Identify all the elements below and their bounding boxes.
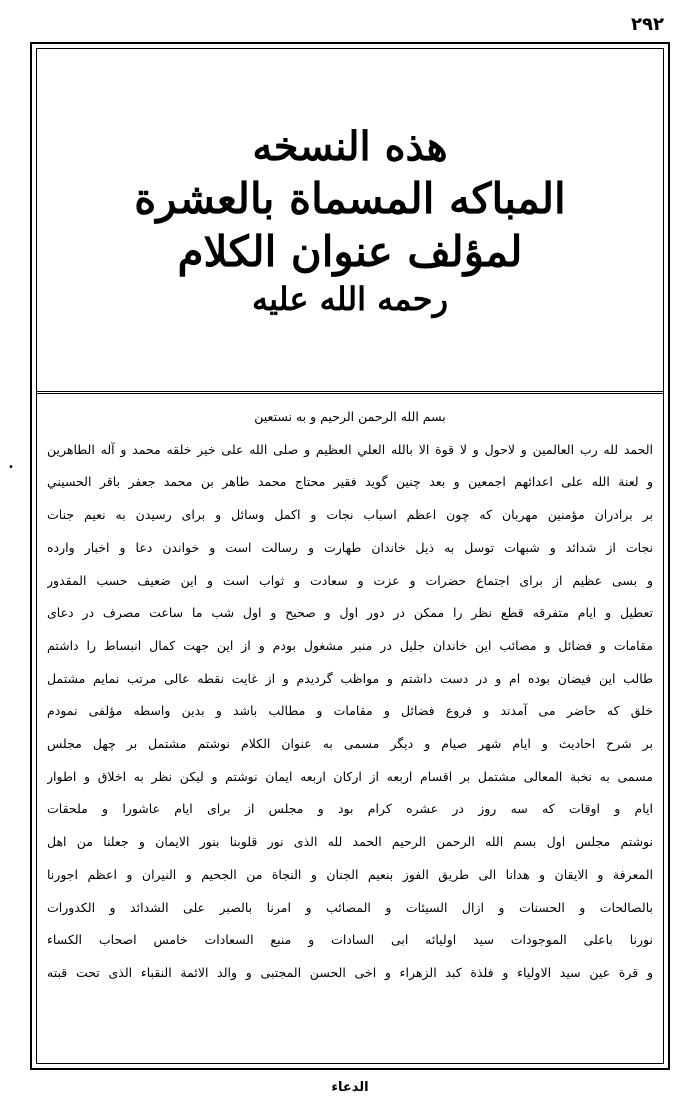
body-line: الحمد لله رب العالمين و لاحول و لا قوة الا بالله العلي العظيم و صلى الله على خير خلقه محمد و آله الطاهرين (47, 441, 653, 457)
body-line: طالب این فیضان بوده ام و در دست داشتم و مواظب گردیدم و از غایت نقطه عالی مرتب نمایم مشتمل (47, 670, 653, 686)
body-line: بالصالحات و الحسنات و ازال السیئات و المصائب و امرنا بالصبر علی الشدائد و الکدورات (47, 899, 653, 915)
margin-dot: • (8, 462, 14, 473)
page-frame (30, 42, 670, 1070)
body-line: نجات از شدائد و شبهات توسل به ذیل خاندان طهارت و رسالت است و خواندن دعا و اخبار وارده (47, 539, 653, 555)
body-line: بر شرح احادیث و ایام شهر صیام و دیگر مسمی به عنوان الکلام نوشتم مشتمل بر چهل مجلس (47, 736, 653, 752)
body-line: المعرفة و الایقان و هدانا الی طریق الفوز بنعیم الجنان و النجاة من الجحیم و النیران و اعظم اجورنا (47, 866, 653, 882)
title-line-3: لمؤلف عنوان الكلام (177, 226, 523, 276)
title-box (37, 49, 663, 394)
page-frame-inner (36, 48, 664, 1064)
title-line-4: رحمه الله عليه (251, 279, 449, 318)
catchword: الدعاء (331, 1080, 369, 1095)
title-line-2: المباكه المسماة بالعشرة (134, 173, 566, 223)
body-line: و قرة عین سید الاولیاء و فلذة کبد الزهراء و اخی الحسن المجتبی و والد الائمة النقباء الذی تحت قبته (47, 964, 653, 980)
body-line: بر برادران مؤمنين مهربان كه چون اعظم اسباب نجات و اكمل وسائل و برای رسيدن به نعيم جنات (47, 507, 653, 523)
title-line-1: هذه النسخه (252, 122, 448, 170)
body-line: تعطیل و ایام متفرقه قطع نظر را ممکن در دور اول و صحیح و اول شب ما ساعت مصرف در دعای (47, 605, 653, 621)
body-line: مقامات و فضائل و مصائب این خاندان جلیل در منبر مشغول بودم و از این جهت کمال انبساط را داشتم (47, 637, 653, 653)
body-line: و لعنة الله على اعدائهم اجمعين و بعد چنين گويد فقير محتاج محمد طاهر بن محمد جعفر باقر الحسيني (47, 474, 653, 490)
body-line: نورنا باعلی الموجودات سید اولیائه ابی السادات و منبع السعادات خامس اصحاب الکساء (47, 932, 653, 948)
body-line: نوشتم مجلس اول بسم الله الرحمن الرحیم الحمد لله الذی نور قلوبنا بنور الایمان و جعلنا من اهل (47, 834, 653, 850)
body-line: خلق که حاضر می آمدند و فروع فضائل و مقامات و مطالب باشد و بدین واسطه مؤلفی نمودم (47, 703, 653, 719)
body-text (47, 401, 653, 1053)
body-line: بسم الله الرحمن الرحيم و به نستعين (254, 409, 446, 424)
body-line: و بسی عظیم از برای اجتماع حضرات و عزت و سعادت و ثواب است و این ضعیف حسب المقدور (47, 572, 653, 588)
page-number: ۲۹۲ (631, 14, 664, 35)
body-line: ایام و اوقات که سه روز در عشره کرام بود و مجلس از برای ایام عاشورا و ملحقات (47, 801, 653, 817)
body-line: مسمی به نخبة المعالی مشتمل بر اقسام اربعه از ارکان اربعه ایمان نوشتم و لیکن نظر به اخلاق و اطوار (47, 768, 653, 784)
